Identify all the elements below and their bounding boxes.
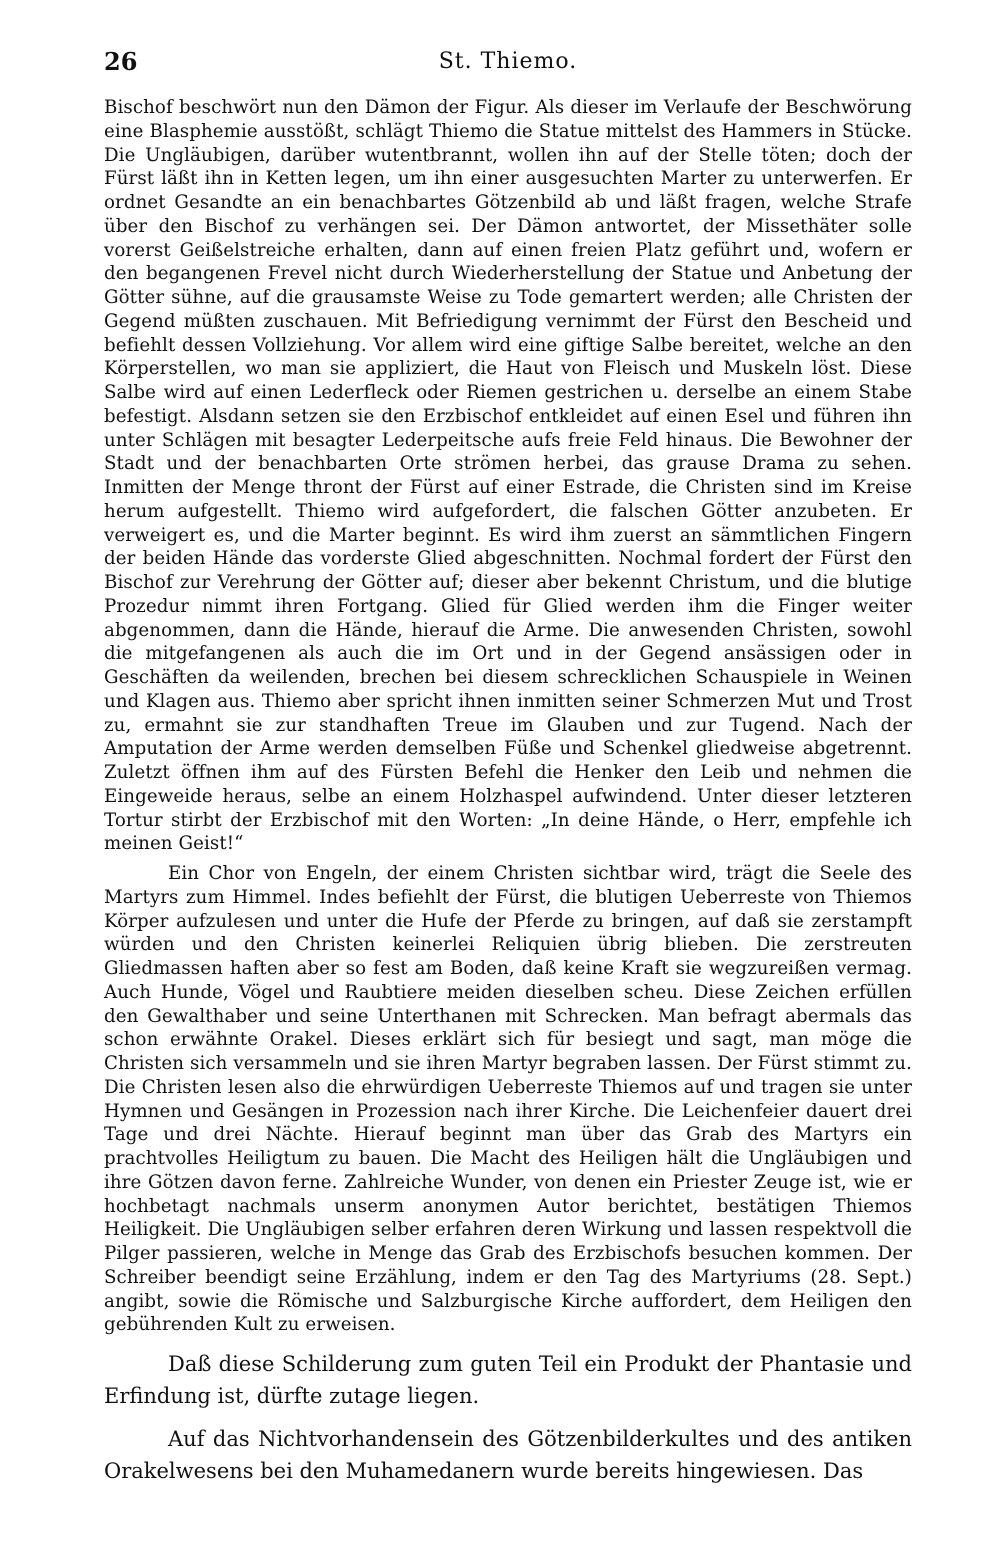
paragraph-burial-account: Ein Chor von Engeln, der einem Christen sichtbar wird, trägt die Seele des Martyrs zum Himmel. Indes befiehlt der Fürst, die blutigen Ueberreste von Thiemos Körper aufzulesen und unter die Hufe der Pferde zu bringen, auf daß sie zerstampft würden und den Christen keinerlei Reliquien übrig blieben. Die zerstreuten Gliedmassen haften aber so fest am Boden, daß keine Kraft sie wegzureißen vermag. Auch Hunde, Vögel und Raubtiere meiden dieselben scheu. Diese Zeichen erfüllen den Gewalthaber und seine Unterthanen mit Schrecken. Man befragt abermals das schon erwähnte Orakel. Dieses erklärt sich für besiegt und sagt, man möge die Christen sich versammeln und sie ihren Martyr begraben lassen. Der Fürst stimmt zu. Die Christen lesen also die ehrwürdigen Ueberreste Thiemos auf und tragen sie unter Hymnen und Gesängen in Prozession nach ihrer Kirche. Die Leichenfeier dauert drei Tage und drei Nächte. Hierauf beginnt man über das Grab des Martyrs ein prachtvolles Heiligtum zu bauen. Die Macht des Heiligen hält die Ungläubigen und ihre Götzen davon ferne. Zahlreiche Wunder, von denen ein Priester Zeuge ist, wie er hochbetagt nachmals unserm anonymen Autor berichtet, bestätigen Thiemos Heiligkeit. Die Ungläubigen selber erfahren deren Wirkung und lassen respektvoll die Pilger passieren, welche in Menge das Grab des Erzbischofs besuchen kommen. Der Schreiber beendigt seine Erzählung, indem er den Tag des Martyriums (28. Sept.) angibt, sowie die Römische und Salzburgische Kirche auffordert, dem Heiligen den gebührenden Kult zu erweisen. [104,863,912,1336]
body-text [104,96,912,1487]
page-header [104,44,912,84]
page-number: 26 [104,47,138,76]
paragraph-spacer [104,1412,912,1424]
paragraph-martyrdom-account: Bischof beschwört nun den Dämon der Figur. Als dieser im Verlaufe der Beschwörung eine Blasphemie ausstößt, schlägt Thiemo die Statue mittelst des Hammers in Stücke. Die Ungläubigen, darüber wutentbrannt, wollen ihn auf der Stelle töten; doch der Fürst läßt ihn in Ketten legen, um ihn einer ausgesuchten Marter zu unterwerfen. Er ordnet Gesandte an ein benachbartes Götzenbild ab und läßt fragen, welche Strafe über den Bischof zu verhängen sei. Der Dämon antwortet, der Missethäter solle vorerst Geißelstreiche erhalten, dann auf einen freien Platz geführt und, wofern er den begangenen Frevel nicht durch Wiederherstellung der Statue und Anbetung der Götter sühne, auf die grausamste Weise zu Tode gemartert werden; alle Christen der Gegend müßten zuschauen. Mit Befriedigung vernimmt der Fürst den Bescheid und befiehlt dessen Vollziehung. Vor allem wird eine giftige Salbe bereitet, welche an den Körperstellen, wo man sie appliziert, die Haut von Fleisch und Muskeln löst. Diese Salbe wird auf einen Lederfleck oder Riemen gestrichen u. derselbe an einem Stabe befestigt. Alsdann setzen sie den Erzbischof entkleidet auf einen Esel und führen ihn unter Schlägen mit besagter Lederpeitsche aufs freie Feld hinaus. Die Bewohner der Stadt und der benachbarten Orte strömen herbei, das grause Drama zu sehen. Inmitten der Menge thront der Fürst auf einer Estrade, die Christen sind im Kreise herum aufgestellt. Thiemo wird aufgefordert, die falschen Götter anzubeten. Er verweigert es, und die Marter beginnt. Es wird ihm zuerst an sämmtlichen Fingern der beiden Hände das vorderste Glied abgeschnitten. Nochmal fordert der Fürst den Bischof zur Verehrung der Götter auf; dieser aber bekennt Christum, und die blutige Prozedur nimmt ihren Fortgang. Glied für Glied werden ihm die Finger weiter abgenommen, dann die Hände, hierauf die Arme. Die anwesenden Christen, sowohl die mitgefangenen als auch die im Ort und in der Gegend ansässigen oder in Geschäften da weilenden, brechen bei diesem schrecklichen Schauspiele in Weinen und Klagen aus. Thiemo aber spricht ihnen inmitten seiner Schmerzen Mut und Trost zu, ermahnt sie zur standhaften Treue im Glauben und zur Tugend. Nach der Amputation der Arme werden demselben Füße und Schenkel gliedweise abgetrennt. Zuletzt öffnen ihm auf des Fürsten Befehl die Henker den Leib und nehmen die Eingeweide heraus, selbe an einem Holzhaspel aufwindend. Unter dieser letzteren Tortur stirbt der Erzbischof mit den Worten: „In deine Hände, o Herr, empfehle ich meinen Geist!“ [104,97,912,855]
paragraph-assessment: Daß diese Schilderung zum guten Teil ein Produkt der Phantasie und Erfindung ist, dürfte zutage liegen. [104,1352,912,1408]
running-title: St. Thiemo. [438,49,578,74]
paragraph-spacer [104,1337,912,1349]
paragraph-continuation: Auf das Nichtvorhandensein des Götzenbilderkultes und des antiken Orakelwesens bei den Muhamedanern wurde bereits hingewiesen. Das [104,1427,912,1483]
